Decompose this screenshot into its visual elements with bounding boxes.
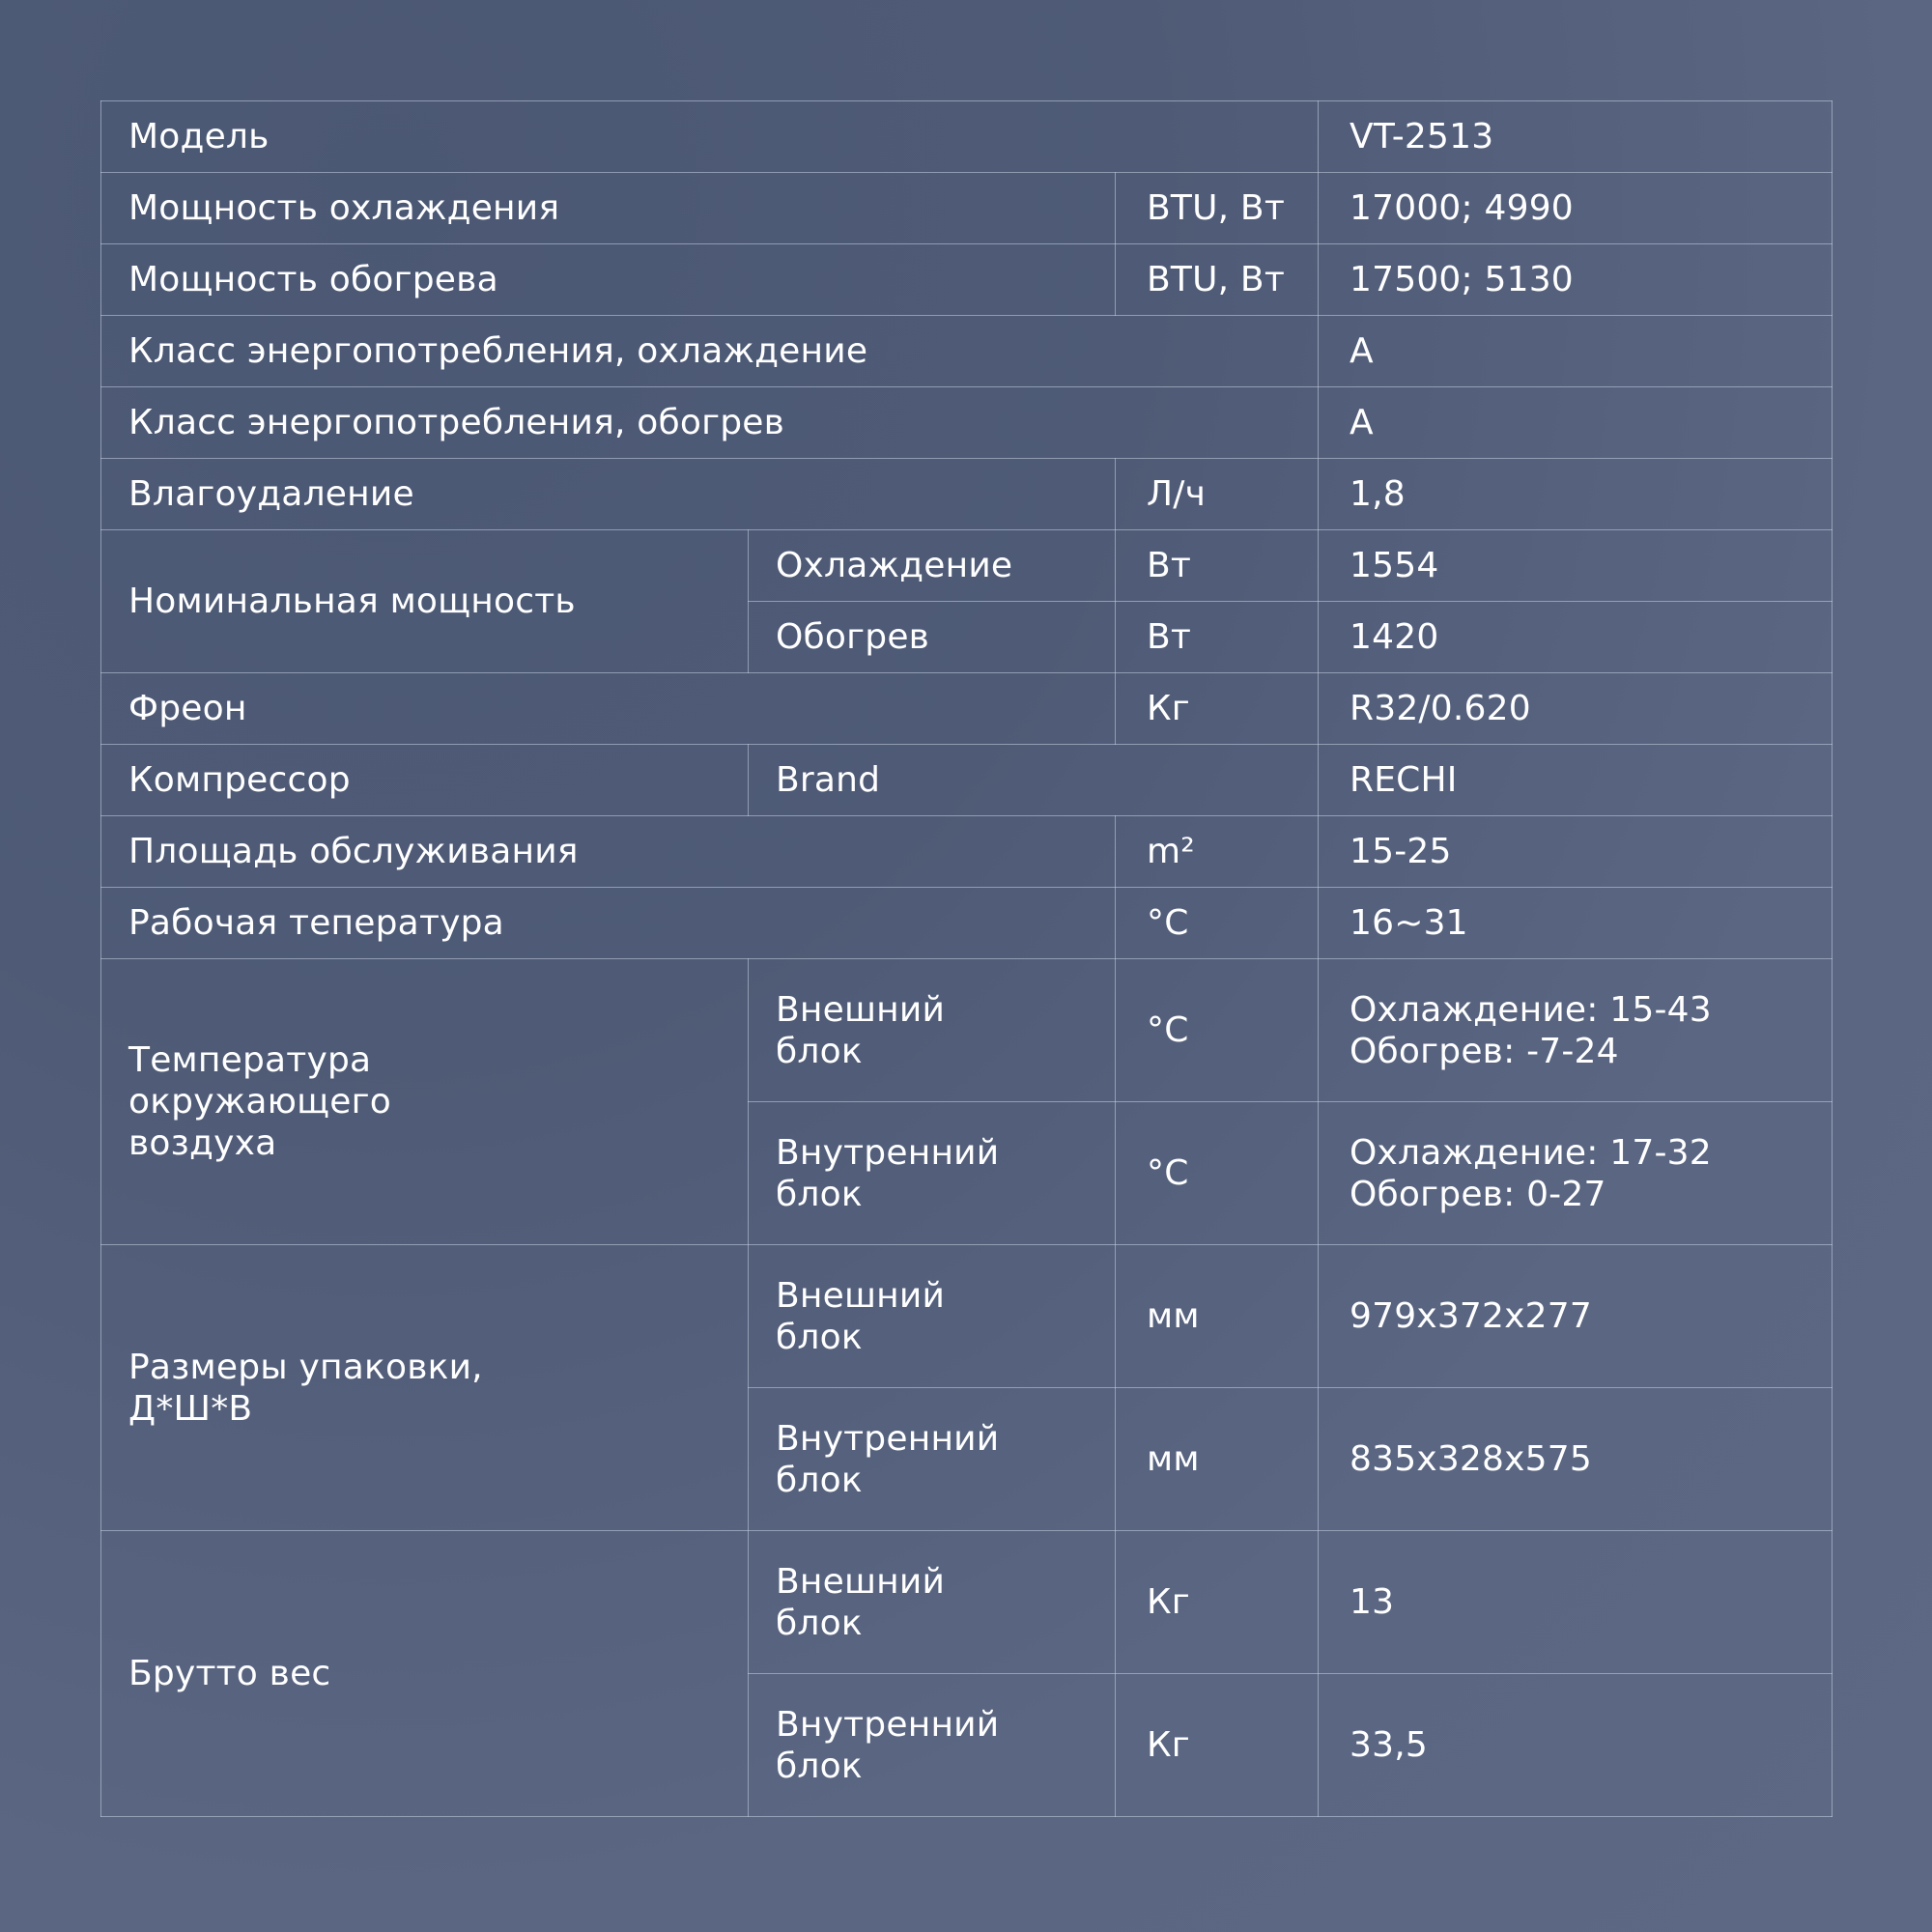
row-value: 33,5 [1319, 1674, 1833, 1817]
row-label: Класс энергопотребления, обогрев [101, 387, 1319, 459]
table-row-model [101, 101, 1833, 173]
row-value: 1420 [1319, 602, 1833, 673]
row-label: Мощность обогрева [101, 244, 1116, 316]
row-unit: Кг [1116, 673, 1319, 745]
table-row-energy-cooling [101, 316, 1833, 387]
table-row-compressor [101, 745, 1833, 816]
row-sublabel: Внутренний блок [749, 1674, 1116, 1817]
row-label: Температура окружающего воздуха [101, 959, 749, 1245]
row-value: 16~31 [1319, 888, 1833, 959]
row-label: Размеры упаковки, Д*Ш*В [101, 1245, 749, 1531]
row-sublabel: Внешний блок [749, 1245, 1116, 1388]
row-sublabel: Brand [749, 745, 1319, 816]
table-row-ambient-temp-outdoor [101, 959, 1833, 1102]
row-unit: мм [1116, 1245, 1319, 1388]
table-row-package-size-outdoor [101, 1245, 1833, 1388]
row-value: 835x328x575 [1319, 1388, 1833, 1531]
table-row-cooling-power [101, 173, 1833, 244]
row-label: Мощность охлаждения [101, 173, 1116, 244]
row-value: 17000; 4990 [1319, 173, 1833, 244]
table-row-dehumidification [101, 459, 1833, 530]
row-sublabel: Охлаждение [749, 530, 1116, 602]
row-value: 17500; 5130 [1319, 244, 1833, 316]
row-value: Охлаждение: 17-32 Обогрев: 0-27 [1319, 1102, 1833, 1245]
row-value: A [1319, 387, 1833, 459]
row-label: Модель [101, 101, 1319, 173]
row-unit: °C [1116, 959, 1319, 1102]
row-value: RECHI [1319, 745, 1833, 816]
row-label: Фреон [101, 673, 1116, 745]
table-row-energy-heating [101, 387, 1833, 459]
row-sublabel: Обогрев [749, 602, 1116, 673]
row-unit: m² [1116, 816, 1319, 888]
row-unit: Л/ч [1116, 459, 1319, 530]
row-value: VT-2513 [1319, 101, 1833, 173]
table-row-nominal-power-cooling [101, 530, 1833, 602]
row-unit: °C [1116, 1102, 1319, 1245]
table-row-operating-temp [101, 888, 1833, 959]
row-value: 979x372x277 [1319, 1245, 1833, 1388]
row-sublabel: Внутренний блок [749, 1102, 1116, 1245]
table-row-freon [101, 673, 1833, 745]
table-row-service-area [101, 816, 1833, 888]
row-label: Влагоудаление [101, 459, 1116, 530]
row-value: 1,8 [1319, 459, 1833, 530]
row-sublabel: Внешний блок [749, 1531, 1116, 1674]
row-label: Компрессор [101, 745, 749, 816]
table-row-gross-weight-outdoor [101, 1531, 1833, 1674]
row-label: Рабочая тепература [101, 888, 1116, 959]
row-value: 15-25 [1319, 816, 1833, 888]
row-label: Площадь обслуживания [101, 816, 1116, 888]
row-value: R32/0.620 [1319, 673, 1833, 745]
row-value: 1554 [1319, 530, 1833, 602]
row-value: A [1319, 316, 1833, 387]
row-unit: BTU, Вт [1116, 244, 1319, 316]
spec-table [100, 100, 1833, 1817]
row-unit: Вт [1116, 530, 1319, 602]
row-unit: мм [1116, 1388, 1319, 1531]
row-label: Класс энергопотребления, охлаждение [101, 316, 1319, 387]
row-label: Номинальная мощность [101, 530, 749, 673]
row-unit: Кг [1116, 1531, 1319, 1674]
row-value: 13 [1319, 1531, 1833, 1674]
table-row-heating-power [101, 244, 1833, 316]
row-unit: Вт [1116, 602, 1319, 673]
row-value: Охлаждение: 15-43 Обогрев: -7-24 [1319, 959, 1833, 1102]
row-unit: Кг [1116, 1674, 1319, 1817]
row-sublabel: Внутренний блок [749, 1388, 1116, 1531]
row-sublabel: Внешний блок [749, 959, 1116, 1102]
row-label: Брутто вес [101, 1531, 749, 1817]
row-unit: °C [1116, 888, 1319, 959]
row-unit: BTU, Вт [1116, 173, 1319, 244]
